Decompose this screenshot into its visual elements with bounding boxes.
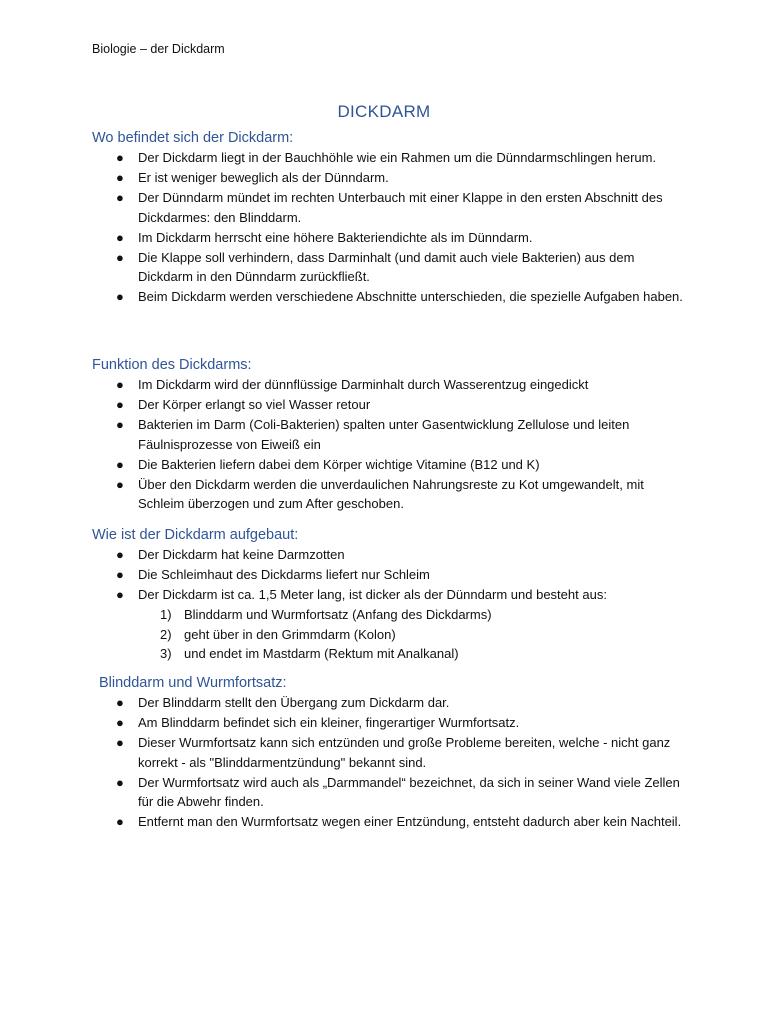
section-heading: Blinddarm und Wurmfortsatz: bbox=[99, 675, 287, 691]
list-item: ● Der Dünndarm mündet im rechten Unterbauch mit einer Klappe in den ersten Abschnitt des Dickdarmes: den Blinddarm. bbox=[116, 190, 663, 225]
section-heading: Wo befindet sich der Dickdarm: bbox=[92, 130, 294, 146]
list-item: ● Im Dickdarm wird der dünnflüssige Darminhalt durch Wasserentzug eingedickt bbox=[92, 375, 692, 395]
section-location bbox=[92, 128, 692, 307]
list-item: ● Der Blinddarm stellt den Übergang zum Dickdarm dar. bbox=[92, 693, 692, 713]
bullet-icon: ● bbox=[116, 229, 124, 245]
section-function bbox=[92, 355, 692, 514]
bullet-list bbox=[92, 375, 692, 514]
list-item: ● Bakterien im Darm (Coli-Bakterien) spalten unter Gasentwicklung Zellulose und leiten Fäulnisprozesse von Eiweiß ein bbox=[116, 417, 630, 452]
bullet-icon: ● bbox=[116, 567, 124, 582]
bullet-icon: ● bbox=[116, 715, 124, 730]
page-title: DICKDARM bbox=[337, 102, 431, 121]
bullet-icon: ● bbox=[116, 190, 124, 205]
page-header: Biologie – der Dickdarm bbox=[92, 42, 225, 56]
numbered-list bbox=[92, 605, 692, 664]
list-item: ● Die Schleimhaut des Dickdarms liefert nur Schleim bbox=[92, 565, 692, 585]
bullet-icon: ● bbox=[116, 417, 124, 432]
bullet-icon: ● bbox=[116, 695, 124, 710]
list-item: ● Über den Dickdarm werden die unverdaulichen Nahrungsreste zu Kot umgewandelt, mit Schleim überzogen und zum After geschoben. bbox=[116, 476, 644, 511]
list-item: ● Beim Dickdarm werden verschiedene Abschnitte unterschieden, die spezielle Aufgaben haben. bbox=[92, 287, 692, 307]
numbered-item: 1) Blinddarm und Wurmfortsatz (Anfang des Dickdarms) bbox=[160, 607, 492, 622]
section-heading: Funktion des Dickdarms: bbox=[92, 357, 252, 373]
section-appendix bbox=[92, 673, 692, 832]
bullet-list bbox=[92, 693, 692, 832]
list-item: ● Entfernt man den Wurmfortsatz wegen einer Entzündung, entsteht dadurch aber kein Nachteil. bbox=[92, 812, 692, 832]
bullet-icon: ● bbox=[116, 774, 124, 790]
bullet-icon: ● bbox=[116, 735, 124, 750]
list-item: ● Der Körper erlangt so viel Wasser retour bbox=[92, 395, 692, 415]
bullet-icon: ● bbox=[116, 814, 124, 829]
list-item: ● Dieser Wurmfortsatz kann sich entzünden und große Probleme bereiten, welche - nicht ganz korrekt - als "Blinddarmentzündung" bekannt sind. bbox=[116, 735, 671, 770]
list-item: ● Er ist weniger beweglich als der Dünndarm. bbox=[92, 168, 692, 188]
bullet-icon: ● bbox=[116, 377, 124, 392]
section-heading: Wie ist der Dickdarm aufgebaut: bbox=[92, 527, 299, 543]
bullet-icon: ● bbox=[116, 249, 124, 265]
list-item: ● Die Klappe soll verhindern, dass Darminhalt (und damit auch viele Bakterien) aus dem Dickdarm in den Dünndarm zurückfließt. bbox=[116, 249, 635, 284]
bullet-icon: ● bbox=[116, 289, 124, 304]
bullet-list bbox=[92, 148, 692, 307]
bullet-icon: ● bbox=[116, 587, 124, 602]
list-item: ● Am Blinddarm befindet sich ein kleiner, fingerartiger Wurmfortsatz. bbox=[92, 713, 692, 733]
numbered-item: 2) geht über in den Grimmdarm (Kolon) bbox=[160, 626, 396, 642]
list-item: ● Im Dickdarm herrscht eine höhere Bakteriendichte als im Dünndarm. bbox=[92, 228, 692, 248]
bullet-icon: ● bbox=[116, 476, 124, 492]
list-item: ● Der Dickdarm liegt in der Bauchhöhle wie ein Rahmen um die Dünndarmschlingen herum. bbox=[92, 148, 692, 168]
bullet-icon: ● bbox=[116, 547, 124, 562]
section-structure bbox=[92, 525, 692, 664]
list-item: ● Die Bakterien liefern dabei dem Körper wichtige Vitamine (B12 und K) bbox=[92, 455, 692, 475]
numbered-item: 3) und endet im Mastdarm (Rektum mit Analkanal) bbox=[160, 646, 459, 661]
bullet-icon: ● bbox=[116, 150, 124, 165]
bullet-icon: ● bbox=[116, 397, 124, 412]
bullet-list bbox=[92, 545, 692, 605]
list-item: ● Der Dickdarm hat keine Darmzotten bbox=[92, 545, 692, 565]
list-item: ● Der Wurmfortsatz wird auch als „Darmmandel“ bezeichnet, da sich in seiner Wand viele Zellen für die Abwehr finden. bbox=[116, 774, 680, 809]
list-item: ● Der Dickdarm ist ca. 1,5 Meter lang, ist dicker als der Dünndarm und besteht aus: bbox=[92, 585, 692, 605]
bullet-icon: ● bbox=[116, 456, 124, 472]
bullet-icon: ● bbox=[116, 170, 124, 185]
